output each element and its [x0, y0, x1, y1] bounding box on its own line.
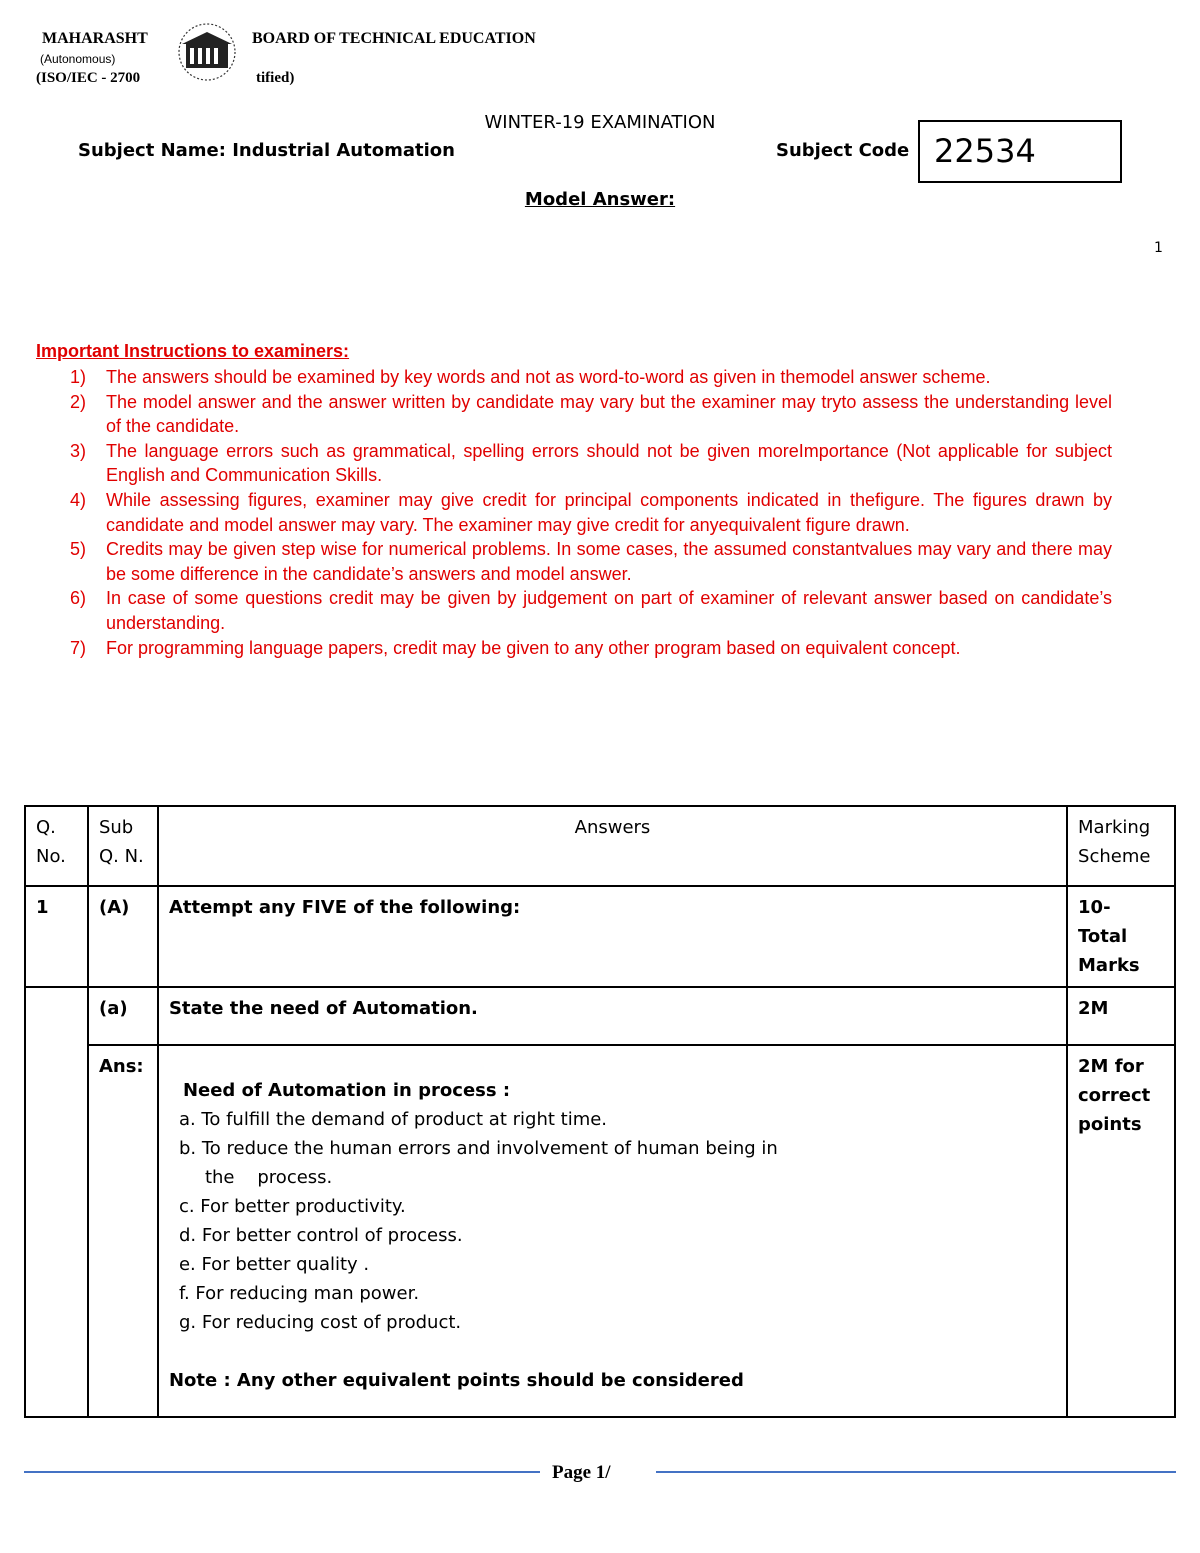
table-row — [25, 886, 1175, 987]
marks: 2M — [1067, 987, 1175, 1045]
footer-line-right — [656, 1471, 1176, 1473]
subject-code: 22534 — [934, 132, 1036, 170]
answer-point: d. For better control of process. — [178, 1225, 463, 1246]
instruction-item: 6) In case of some questions credit may be given by judgement on part of examiner of relevant answer based on candidate’s understanding. — [70, 588, 1112, 633]
answer-point: c. For better productivity. — [178, 1196, 406, 1217]
instruction-item: 1) The answers should be examined by key words and not as word-to-word as given in themodel answer scheme. — [70, 367, 991, 387]
iso-left: (ISO/IEC - 2700 — [36, 70, 141, 86]
instructions-heading: Important Instructions to examiners: — [36, 341, 350, 361]
subject-name: Subject Name: Industrial Automation — [78, 140, 455, 161]
instruction-item: 2) The model answer and the answer written by candidate may vary but the examiner may tryto assess the understanding level of the candidate. — [70, 391, 1112, 437]
sub-question: (a) — [88, 987, 158, 1045]
marks: 10- Total Marks — [1067, 886, 1175, 987]
table-row — [25, 1045, 1175, 1417]
model-answer-heading: Model Answer: — [524, 189, 676, 210]
subject-code-box — [918, 120, 1122, 183]
header-sub-q: Sub Q. N. — [88, 806, 158, 886]
answer-point: g. For reducing cost of product. — [178, 1312, 462, 1333]
answer-note: Note : Any other equivalent points should be considered — [168, 1370, 744, 1391]
header-answers: Answers — [158, 806, 1067, 886]
answer-point: e. For better quality . — [178, 1254, 370, 1275]
answer-point: f. For reducing man power. — [178, 1283, 420, 1304]
empty-cell — [25, 987, 88, 1417]
sub-question: (A) — [88, 886, 158, 987]
org-name-right: BOARD OF TECHNICAL EDUCATION — [252, 30, 536, 47]
instruction-item: 7) For programming language papers, credit may be given to any other program based on equivalent concept. — [70, 637, 961, 658]
answer-point: a. To fulfill the demand of product at right time. — [178, 1109, 608, 1130]
question-text: State the need of Automation. — [158, 987, 1067, 1045]
instructions-list — [70, 365, 1112, 660]
exam-title: WINTER-19 EXAMINATION — [484, 112, 716, 133]
question-number: 1 — [25, 886, 88, 987]
answer-heading: Need of Automation in process : — [182, 1080, 511, 1101]
footer-line-left — [24, 1471, 540, 1473]
answer-point: b. To reduce the human errors and involvement of human being in — [178, 1138, 778, 1159]
answer-table — [24, 805, 1176, 1418]
header-q-no: Q. No. — [25, 806, 88, 886]
answer-point: the process. — [204, 1167, 333, 1188]
org-name-left: MAHARASHT — [42, 30, 148, 47]
table-row — [25, 987, 1175, 1045]
instruction-item: 4) While assessing figures, examiner may give credit for principal components indicated in thefigure. The figures drawn by candidate and model answer may vary. The examiner may give credit for anyequivalent figure drawn. — [70, 489, 1112, 535]
table-header-row — [25, 806, 1175, 886]
subject-code-label: Subject Code — [776, 140, 910, 161]
header-marking: Marking Scheme — [1067, 806, 1175, 886]
autonomous-label: (Autonomous) — [40, 52, 116, 66]
footer-page: Page 1/ — [552, 1462, 611, 1483]
page-number: 1 — [1154, 240, 1163, 256]
answer-body — [158, 1045, 1067, 1417]
answer-label: Ans: — [88, 1045, 158, 1417]
instruction-item: 5) Credits may be given step wise for numerical problems. In some cases, the assumed constantvalues may vary and there may be some difference in the candidate’s answers and model answer. — [70, 539, 1112, 584]
iso-right: tified) — [256, 70, 295, 86]
marks: 2M for correct points — [1067, 1045, 1175, 1417]
msbte-logo-icon — [170, 22, 244, 82]
question-text: Attempt any FIVE of the following: — [158, 886, 1067, 987]
instruction-item: 3) The language errors such as grammatical, spelling errors should not be given moreImportance (Not applicable for subject English and Communication Skills. — [70, 440, 1112, 486]
